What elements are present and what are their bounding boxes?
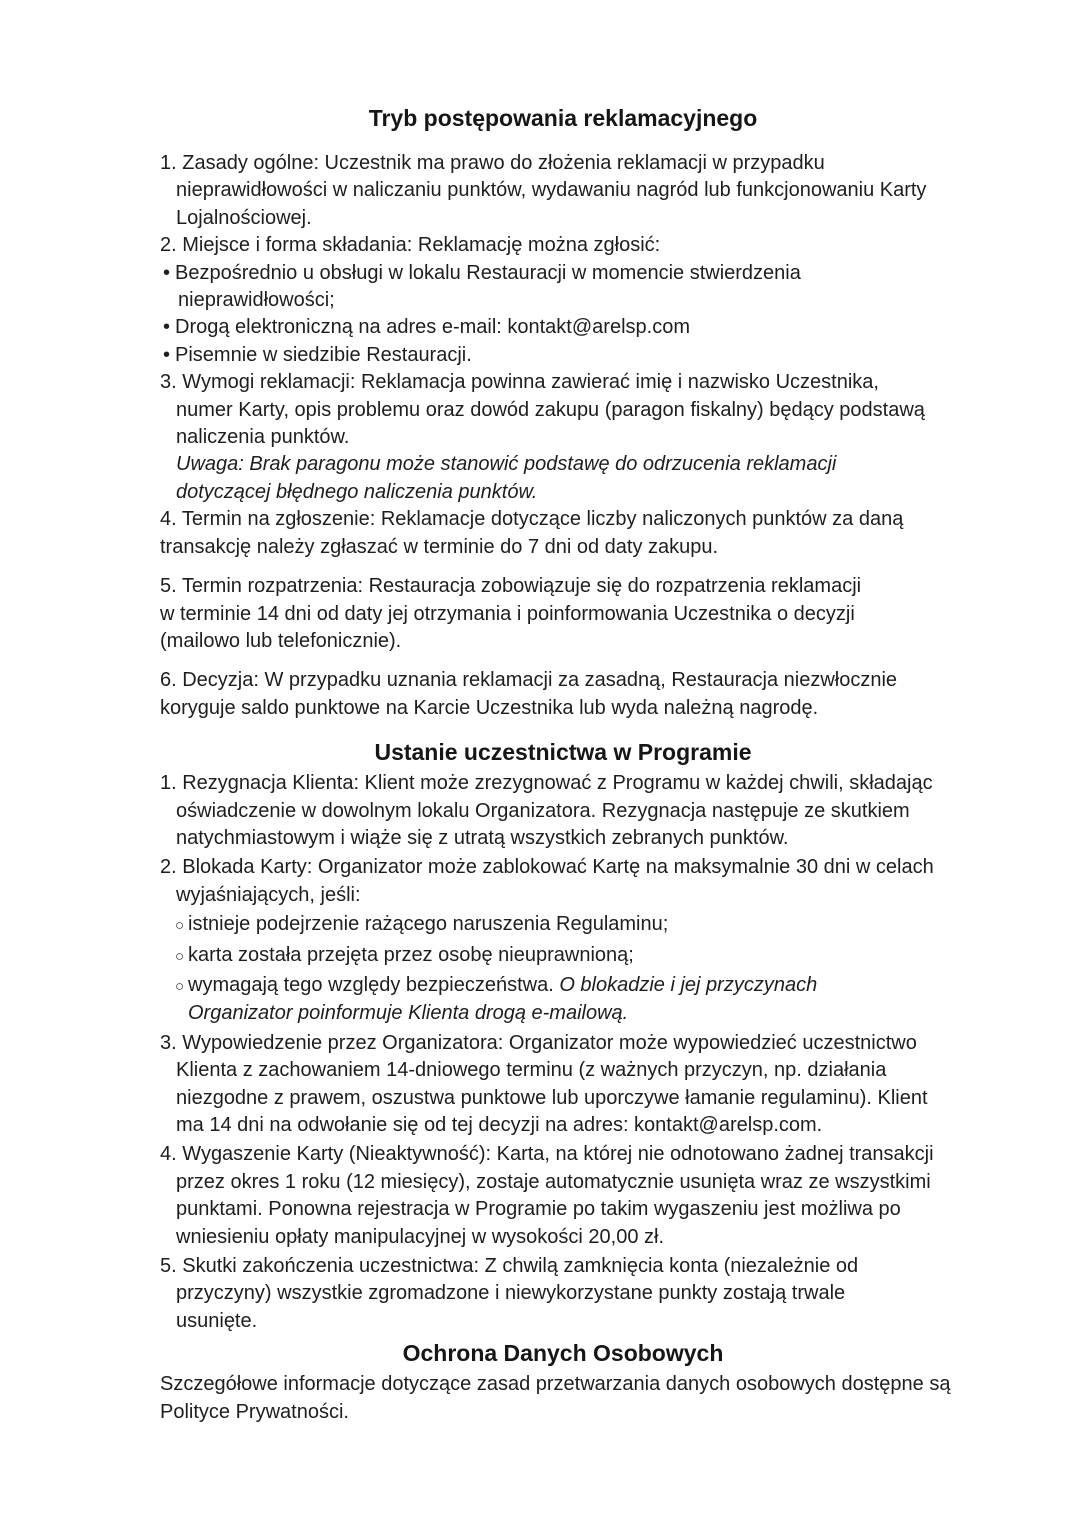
circle-bullet-icon: ○ bbox=[175, 947, 185, 965]
note-line: Uwaga: Brak paragonu może stanowić podstawę do odrzucenia reklamacji bbox=[176, 453, 837, 476]
text-line bbox=[160, 972, 966, 1000]
bullet-item bbox=[160, 314, 966, 341]
text-line: 2. Blokada Karty: Organizator może zablokować Kartę na maksymalnie 30 dni w celach bbox=[160, 856, 934, 879]
paragraph bbox=[160, 1371, 966, 1426]
numbered-item-5 bbox=[160, 573, 966, 655]
text-line bbox=[160, 314, 966, 341]
text-line: przyczyny) wszystkie zgromadzone i niewykorzystane punkty zostają trwale bbox=[176, 1282, 846, 1305]
sub-bullet-item bbox=[160, 942, 966, 970]
numbered-item-6 bbox=[160, 667, 966, 722]
text-line: Klienta z zachowaniem 14-dniowego terminu (z ważnych przyczyn, np. działania bbox=[176, 1059, 887, 1082]
text-line: transakcję należy zgłaszać w terminie do 7 dni od daty zakupu. bbox=[160, 535, 719, 558]
circle-bullet-icon: ○ bbox=[175, 917, 185, 935]
text-line: koryguje saldo punktowe na Karcie Uczestnika lub wyda należną nagrodę. bbox=[160, 696, 819, 719]
numbered-item-3 bbox=[160, 1030, 966, 1140]
text-line: numer Karty, opis problemu oraz dowód zakupu (paragon fiskalny) będący podstawą bbox=[176, 398, 925, 421]
text-line: punktami. Ponowna rejestracja w Programie po takim wygaszeniu jest możliwa po bbox=[176, 1198, 901, 1221]
numbered-item-2 bbox=[160, 232, 966, 259]
bullet-text: Pisemnie w siedzibie Restauracji. bbox=[175, 343, 472, 366]
text-line: usunięte. bbox=[176, 1309, 258, 1332]
bullet-text: Bezpośrednio u obsługi w lokalu Restauracji w momencie stwierdzenia bbox=[175, 261, 801, 284]
text-line: Szczegółowe informacje dotyczące zasad przetwarzania danych osobowych dostępne są bbox=[160, 1373, 951, 1396]
section-heading-complaints: Tryb postępowania reklamacyjnego bbox=[368, 105, 758, 131]
text-line: 6. Decyzja: W przypadku uznania reklamacji za zasadną, Restauracja niezwłocznie bbox=[160, 669, 898, 692]
text-line bbox=[160, 342, 966, 369]
text-line: 1. Rezygnacja Klienta: Klient może zrezygnować z Programu w każdej chwili, składając bbox=[160, 772, 933, 795]
text-line: 1. Zasady ogólne: Uczestnik ma prawo do złożenia reklamacji w przypadku bbox=[160, 152, 825, 174]
text-line: wniesieniu opłaty manipulacyjnej w wysokości 20,00 zł. bbox=[176, 1225, 665, 1248]
numbered-item-2 bbox=[160, 854, 966, 909]
text-line: niezgodne z prawem, oszustwa punktowe lub uporczywe łamanie regulaminu). Klient bbox=[176, 1086, 928, 1109]
circle-bullet-icon: ○ bbox=[175, 977, 185, 995]
numbered-item-3 bbox=[160, 369, 966, 506]
text-line: nieprawidłowości w naliczaniu punktów, wydawaniu nagród lub funkcjonowaniu Karty bbox=[176, 179, 927, 202]
section-heading-privacy: Ochrona Danych Osobowych bbox=[402, 1340, 724, 1367]
text-line: w terminie 14 dni od daty jej otrzymania i poinformowania Uczestnika o decyzji bbox=[160, 602, 855, 625]
bullet-item bbox=[160, 342, 966, 369]
text-line: oświadczenie w dowolnym lokalu Organizatora. Rezygnacja następuje ze skutkiem bbox=[176, 799, 910, 822]
text-line: Organizator poinformuje Klienta drogą e-mailową. bbox=[188, 1002, 629, 1025]
bullet-icon: • bbox=[163, 261, 171, 284]
text-line: 2. Miejsce i forma składania: Reklamację można zgłosić: bbox=[160, 234, 661, 257]
text-line: 5. Termin rozpatrzenia: Restauracja zobowiązuje się do rozpatrzenia reklamacji bbox=[160, 575, 862, 598]
text-line: wyjaśniających, jeśli: bbox=[176, 883, 361, 906]
text-line: 4. Wygaszenie Karty (Nieaktywność): Karta, na której nie odnotowano żadnej transakcji bbox=[160, 1143, 934, 1166]
text-line: przez okres 1 roku (12 miesięcy), zostaje automatycznie usunięta wraz ze wszystkimi bbox=[176, 1170, 931, 1193]
bullet-text-italic: O blokadzie i jej przyczynach bbox=[559, 973, 818, 996]
numbered-item-1 bbox=[160, 150, 966, 232]
text-line: (mailowo lub telefonicznie). bbox=[160, 629, 402, 652]
bullet-text: istnieje podejrzenie rażącego naruszenia Regulaminu; bbox=[188, 913, 669, 936]
numbered-item-4 bbox=[160, 506, 966, 561]
text-line: Lojalnościowej. bbox=[176, 206, 312, 229]
bullet-text: wymagają tego względy bezpieczeństwa. bbox=[188, 973, 560, 996]
text-line bbox=[160, 942, 966, 970]
text-line: naliczenia punktów. bbox=[176, 426, 350, 449]
text-line bbox=[160, 260, 966, 287]
text-line: 3. Wypowiedzenie przez Organizatora: Organizator może wypowiedzieć uczestnictwo bbox=[160, 1031, 917, 1054]
note-line: dotyczącej błędnego naliczenia punktów. bbox=[176, 480, 538, 503]
sub-bullet-item bbox=[160, 972, 966, 1028]
bullet-item bbox=[160, 260, 966, 315]
bullet-text: Drogą elektroniczną na adres e-mail: kontakt@arelsp.com bbox=[175, 316, 690, 339]
sub-bullet-item bbox=[160, 911, 966, 939]
numbered-item-1 bbox=[160, 770, 966, 852]
numbered-item-4 bbox=[160, 1141, 966, 1251]
bullet-icon: • bbox=[163, 343, 171, 366]
text-line: Polityce Prywatności. bbox=[160, 1400, 349, 1423]
text-line: 5. Skutki zakończenia uczestnictwa: Z chwilą zamknięcia konta (niezależnie od bbox=[160, 1255, 859, 1278]
text-line bbox=[160, 911, 966, 939]
bullet-icon: • bbox=[163, 316, 171, 339]
text-line: 3. Wymogi reklamacji: Reklamacja powinna zawierać imię i nazwisko Uczestnika, bbox=[160, 371, 879, 394]
text-line: ma 14 dni na odwołanie się od tej decyzji na adres: kontakt@arelsp.com. bbox=[176, 1114, 823, 1136]
numbered-item-5 bbox=[160, 1253, 966, 1335]
text-line: 4. Termin na zgłoszenie: Reklamacje dotyczące liczby naliczonych punktów za daną bbox=[160, 508, 904, 531]
bullet-text: karta została przejęta przez osobę nieuprawnioną; bbox=[188, 943, 634, 966]
text-line: nieprawidłowości; bbox=[178, 289, 335, 312]
text-line: natychmiastowym i wiąże się z utratą wszystkich zebranych punktów. bbox=[176, 826, 789, 849]
section-heading-termination: Ustanie uczestnictwa w Programie bbox=[374, 739, 752, 766]
